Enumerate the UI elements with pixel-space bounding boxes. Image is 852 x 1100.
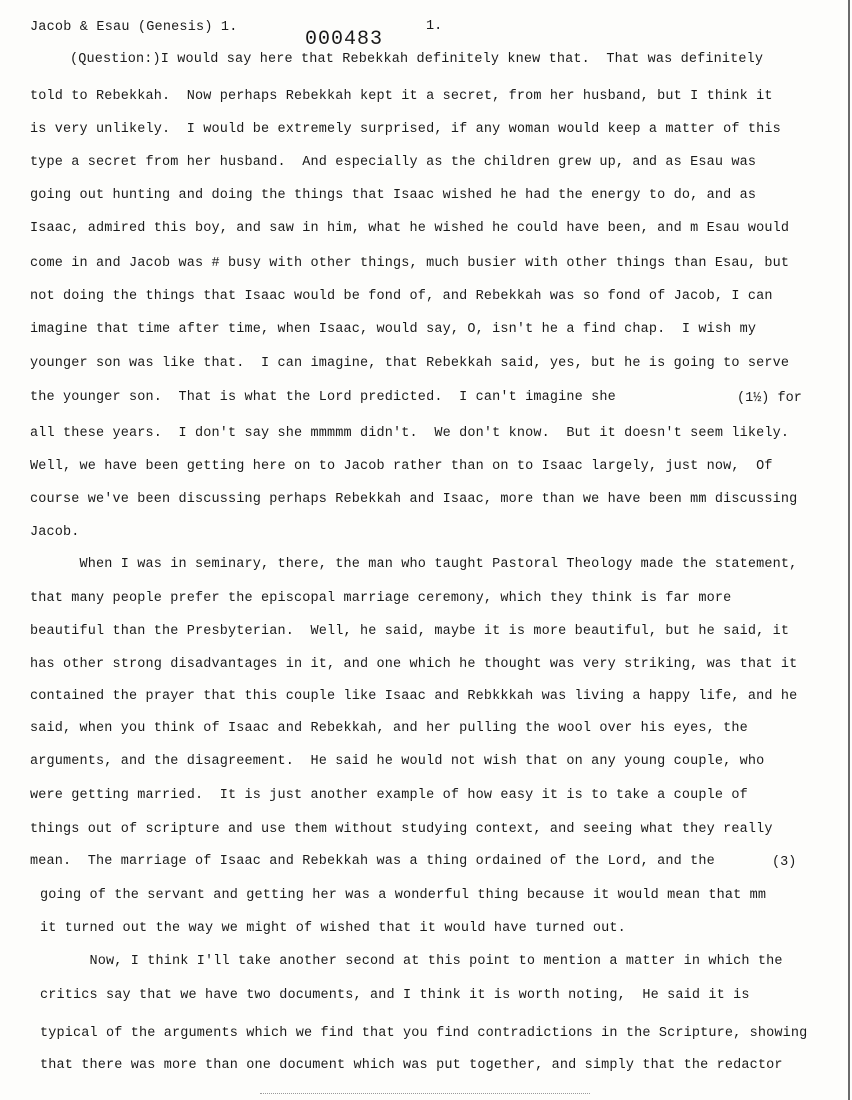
- text-line: all these years. I don't say she mmmmm didn't. We don't know. But it doesn't seem likely.: [30, 426, 790, 441]
- text-line: course we've been discussing perhaps Rebekkah and Isaac, more than we have been mm discussing: [30, 492, 798, 507]
- text-line: come in and Jacob was # busy with other things, much busier with other things than Esau, but: [30, 256, 790, 271]
- text-line: beautiful than the Presbyterian. Well, he said, maybe it is more beautiful, but he said, it: [30, 624, 790, 639]
- margin-note: (1½) for: [737, 391, 802, 406]
- text-line: said, when you think of Isaac and Rebekkah, and her pulling the wool over his eyes, the: [30, 721, 748, 736]
- text-line: going out hunting and doing the things that Isaac wished he had the energy to do, and as: [30, 188, 757, 203]
- page-edge: [848, 0, 850, 1100]
- text-line: Isaac, admired this boy, and saw in him, what he wished he could have been, and m Esau would: [30, 221, 790, 236]
- document-title: Jacob & Esau (Genesis) 1.: [30, 20, 238, 35]
- text-line: the younger son. That is what the Lord predicted. I can't imagine she: [30, 390, 616, 405]
- text-line: Now, I think I'll take another second at this point to mention a matter in which the: [40, 954, 783, 969]
- text-line: (Question:)I would say here that Rebekkah definitely knew that. That was definitely: [70, 52, 764, 67]
- text-line: type a secret from her husband. And especially as the children grew up, and as Esau was: [30, 155, 757, 170]
- text-line: mean. The marriage of Isaac and Rebekkah was a thing ordained of the Lord, and the: [30, 854, 715, 869]
- text-line: told to Rebekkah. Now perhaps Rebekkah kept it a secret, from her husband, but I think it: [30, 89, 773, 104]
- scan-artifact: [260, 1093, 590, 1096]
- text-line: arguments, and the disagreement. He said he would not wish that on any young couple, who: [30, 754, 765, 769]
- text-line: contained the prayer that this couple like Isaac and Rebkkkah was living a happy life, and he: [30, 689, 798, 704]
- text-line: younger son was like that. I can imagine, that Rebekkah said, yes, but he is going to serve: [30, 356, 790, 371]
- text-line: that many people prefer the episcopal marriage ceremony, which they think is far more: [30, 591, 732, 606]
- text-line: it turned out the way we might of wished that it would have turned out.: [40, 921, 626, 936]
- margin-note: (3): [772, 855, 797, 870]
- text-line: that there was more than one document which was put together, and simply that the redactor: [40, 1058, 783, 1073]
- text-line: were getting married. It is just another example of how easy it is to take a couple of: [30, 788, 748, 803]
- text-line: going of the servant and getting her was a wonderful thing because it would mean that mm: [40, 888, 767, 903]
- page-marker: 1.: [426, 19, 443, 34]
- text-line: typical of the arguments which we find that you find contradictions in the Scripture, showing: [40, 1026, 808, 1041]
- text-line: When I was in seminary, there, the man who taught Pastoral Theology made the statement,: [30, 557, 798, 572]
- document-number: 000483: [305, 28, 384, 51]
- text-line: has other strong disadvantages in it, and one which he thought was very striking, was that it: [30, 657, 798, 672]
- text-line: not doing the things that Isaac would be fond of, and Rebekkah was so fond of Jacob, I can: [30, 289, 773, 304]
- text-line: imagine that time after time, when Isaac, would say, O, isn't he a find chap. I wish my: [30, 322, 757, 337]
- text-line: things out of scripture and use them without studying context, and seeing what they really: [30, 822, 773, 837]
- text-line: is very unlikely. I would be extremely surprised, if any woman would keep a matter of this: [30, 122, 781, 137]
- text-line: Jacob.: [30, 525, 80, 540]
- text-line: critics say that we have two documents, and I think it is worth noting, He said it is: [40, 988, 750, 1003]
- text-line: Well, we have been getting here on to Jacob rather than on to Isaac largely, just now, Of: [30, 459, 773, 474]
